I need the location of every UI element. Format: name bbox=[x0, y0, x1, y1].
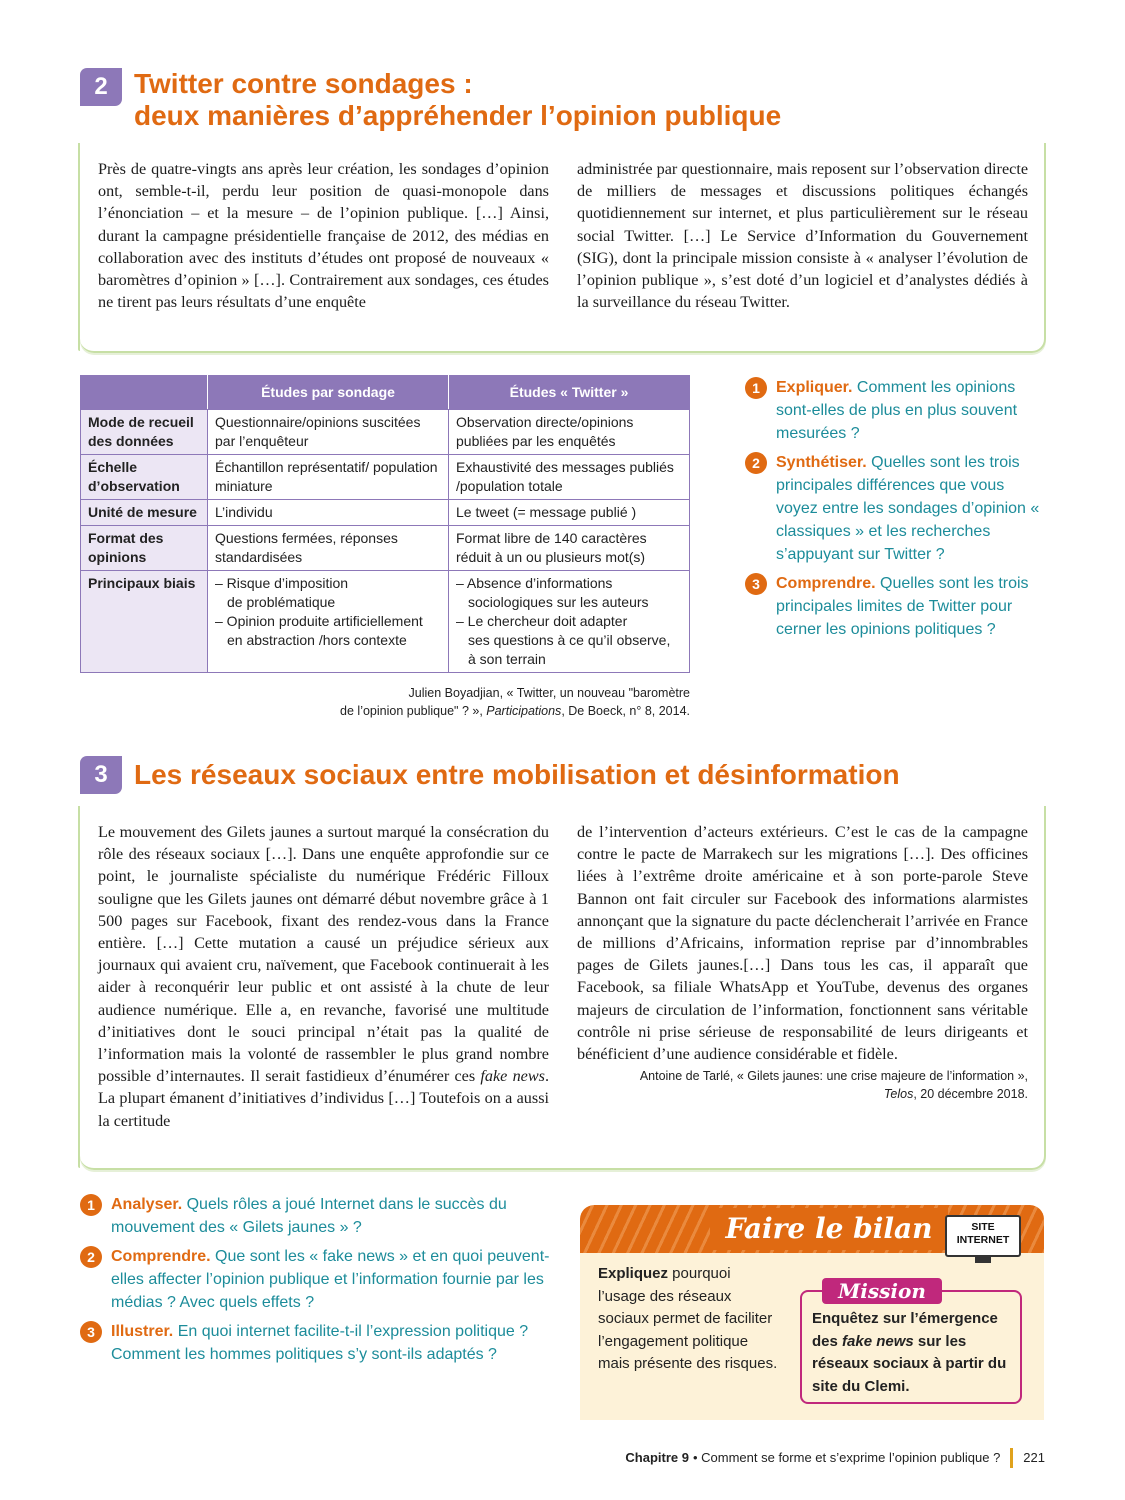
question-text bbox=[111, 1320, 550, 1366]
question-label: Comprendre. bbox=[776, 575, 876, 592]
question-item bbox=[80, 1245, 550, 1314]
question-label: Comprendre. bbox=[111, 1248, 211, 1265]
bias-line: – Le chercheur doit adapter bbox=[456, 613, 628, 629]
section-2-text bbox=[98, 158, 1028, 313]
section-3-col1-b: . La plupart émanent d’initiatives d’individus […] Toutefois on a aussi la certitude bbox=[98, 1067, 550, 1130]
question-body: Comment les opinions sont-elles de plus en plus souvent mesurées ? bbox=[776, 379, 1018, 442]
question-body: Quels rôles a joué Internet dans le succès du mouvement des « Gilets jaunes » ? bbox=[111, 1196, 507, 1236]
bias-line: à son terrain bbox=[468, 651, 546, 667]
source-2-journal: Participations bbox=[486, 704, 562, 718]
question-label: Synthétiser. bbox=[776, 454, 867, 471]
question-label: Expliquer. bbox=[776, 379, 853, 396]
bias-line: de problématique bbox=[227, 594, 336, 610]
source-3 bbox=[577, 1067, 1028, 1103]
question-body: Quelles sont les trois principales différences que vous voyez entre les sondages d’opinion « classiques » et les recherches s’appuyant sur Twitter ? bbox=[776, 454, 1040, 563]
question-number: 2 bbox=[80, 1246, 102, 1268]
question-number: 3 bbox=[80, 1321, 102, 1343]
bilan-title: Faire le bilan bbox=[710, 1208, 948, 1250]
source-2-post: , De Boeck, n° 8, 2014. bbox=[561, 704, 690, 718]
questions-section-2 bbox=[745, 376, 1050, 647]
cell: Questionnaire/opinions suscitées par l’enquêteur bbox=[208, 410, 449, 455]
bias-line: – Risque d’imposition bbox=[215, 575, 349, 591]
comparison-table bbox=[80, 375, 690, 673]
mission-post: sur les réseaux sociaux à partir du site du Clemi. bbox=[812, 1332, 1007, 1395]
mission-em: fake news bbox=[842, 1332, 914, 1350]
table-row bbox=[81, 410, 690, 455]
cell: Échantillon représentatif/ population miniature bbox=[208, 455, 449, 500]
table-header-empty bbox=[81, 376, 208, 410]
cell bbox=[208, 571, 449, 673]
question-item bbox=[745, 451, 1050, 566]
site-internet-icon bbox=[945, 1215, 1021, 1257]
site-line1: SITE bbox=[971, 1221, 995, 1233]
cell: Exhaustivité des messages publiés /population totale bbox=[449, 455, 690, 500]
table-row bbox=[81, 526, 690, 571]
section-2-header bbox=[80, 68, 781, 132]
section-3-col1 bbox=[98, 821, 549, 1132]
bias-line: – Absence d’informations bbox=[456, 575, 613, 591]
table-header-twitter: Études « Twitter » bbox=[449, 376, 690, 410]
section-3-text bbox=[98, 821, 1028, 1132]
bias-line: en abstraction /hors contexte bbox=[227, 632, 407, 648]
question-number: 3 bbox=[745, 573, 767, 595]
question-item bbox=[745, 572, 1050, 641]
questions-section-3 bbox=[80, 1193, 550, 1372]
question-text bbox=[776, 376, 1050, 445]
section-3-col2-text: de l’intervention d’acteurs extérieurs. C’est le cas de la campagne contre le pacte de Marrakech sur les migrations […]. Des officines liées à l’extrême droite américaine et à son porte-parole Steve Bannon ont fait circuler sur Facebook des informations alarmistes annonçant que la signature du pacte déclencherait l’arrivée en France de millions d’Africains, information reprise par d’innombrables pages de Gilets jaunes.[…] Dans tous les cas, il apparaît que Facebook, sa filiale WhatsApp et YouTube, devenus des organes majeurs de circulation de l’information, fonctionnent sans véritable contrôle ni prise sérieuse de responsabilité de leurs dirigeants et bénéficient d’une audience considérable et fidèle. bbox=[577, 823, 1028, 1064]
source-2-line1: Julien Boyadjian, « Twitter, un nouveau "baromètre bbox=[408, 686, 690, 700]
section-3-header bbox=[80, 756, 900, 794]
question-text bbox=[776, 451, 1050, 566]
question-number: 1 bbox=[745, 377, 767, 399]
site-line2: INTERNET bbox=[956, 1234, 1010, 1246]
mission-tag: Mission bbox=[822, 1278, 942, 1304]
bilan-text-rest: pourquoi l’usage des réseaux sociaux permet de faciliter l’engagement politique mais présente des risques. bbox=[598, 1265, 778, 1372]
question-body: Que sont les « fake news » et en quoi peuvent-elles affecter l’opinion publique et l’information fournie par les médias ? Avec quels effets ? bbox=[111, 1248, 550, 1311]
table-header-row bbox=[81, 376, 690, 410]
section-2-title bbox=[134, 68, 781, 132]
mission-box bbox=[800, 1279, 1022, 1404]
mission-pre: Enquêtez sur l’émergence des bbox=[812, 1310, 998, 1350]
source-3-line2 bbox=[577, 1085, 1028, 1103]
table-row bbox=[81, 571, 690, 673]
question-label: Illustrer. bbox=[111, 1323, 174, 1340]
row-label: Format des opinions bbox=[81, 526, 208, 571]
cell: Questions fermées, réponses standardisées bbox=[208, 526, 449, 571]
question-number: 2 bbox=[745, 452, 767, 474]
question-text bbox=[111, 1193, 550, 1239]
question-item bbox=[80, 1320, 550, 1366]
cell: L’individu bbox=[208, 500, 449, 526]
section-2-title-line2: deux manières d’appréhender l’opinion publique bbox=[134, 100, 782, 131]
source-2-pre: de l’opinion publique" ? », bbox=[340, 704, 487, 718]
question-item bbox=[745, 376, 1050, 445]
section-3-col1-a: Le mouvement des Gilets jaunes a surtout marqué la consécration du rôle des réseaux sociaux […]. Dans une enquête approfondie sur ce point, le journaliste spécialiste du numérique Frédéric Filloux souligne que les Gilets jaunes ont démarré début novembre grâce à 1 500 pages sur Facebook, fixant des rendez-vous dans la France entière. […] Cette mutation a causé un préjudice sérieux aux journaux qui avaient cru, naïvement, que Facebook continuerait à les aider à reconquérir leur public et ont assisté à la chute de leur audience numérique. Elle a, en revanche, favorisé une multitude d’initiatives dont le souci principal n’était pas la qualité de l’information mais la volonté de rassembler le plus grand nombre possible d’internautes. Il serait fastidieux d’énumérer ces bbox=[98, 823, 549, 1086]
source-3-line1: Antoine de Tarlé, « Gilets jaunes: une crise majeure de l’information », bbox=[639, 1069, 1028, 1084]
bias-line: ses questions à ce qu’il observe, bbox=[468, 632, 671, 648]
table-row bbox=[81, 455, 690, 500]
bias-line: – Opinion produite artificiellement bbox=[215, 613, 423, 629]
source-3-journal: Telos bbox=[883, 1087, 914, 1102]
question-label: Analyser. bbox=[111, 1196, 183, 1213]
source-2 bbox=[300, 684, 690, 720]
section-3-title: Les réseaux sociaux entre mobilisation et désinformation bbox=[134, 759, 900, 790]
question-item bbox=[80, 1193, 550, 1239]
mission-text bbox=[812, 1308, 1017, 1398]
section-2-title-line1: Twitter contre sondages : bbox=[134, 68, 473, 99]
table-row bbox=[81, 500, 690, 526]
bilan-text-bold: Expliquez bbox=[598, 1265, 669, 1282]
section-2-number: 2 bbox=[80, 68, 122, 106]
bias-line: sociologiques sur les auteurs bbox=[468, 594, 649, 610]
bilan-text bbox=[598, 1263, 778, 1376]
row-label: Unité de mesure bbox=[81, 500, 208, 526]
cell: Le tweet (= message publié ) bbox=[449, 500, 690, 526]
page-footer bbox=[625, 1448, 1045, 1468]
row-label: Échelle d’observation bbox=[81, 455, 208, 500]
source-3-post: , 20 décembre 2018. bbox=[913, 1087, 1028, 1102]
source-2-line2 bbox=[300, 702, 690, 720]
section-3-col2 bbox=[577, 821, 1028, 1132]
cell bbox=[449, 571, 690, 673]
cell: Format libre de 140 caractères réduit à un ou plusieurs mot(s) bbox=[449, 526, 690, 571]
section-3-col1-em: fake news bbox=[480, 1067, 545, 1086]
footer-chapter: Chapitre 9 bbox=[625, 1450, 689, 1465]
question-body: En quoi internet facilite-t-il l’expression politique ? Comment les hommes politiques s’y sont-ils adaptés ? bbox=[111, 1323, 529, 1363]
table-header-sondage: Études par sondage bbox=[208, 376, 449, 410]
question-text bbox=[776, 572, 1050, 641]
page-number: 221 bbox=[1023, 1450, 1045, 1465]
footer-text: • Comment se forme et s’exprime l’opinion publique ? bbox=[692, 1450, 1001, 1465]
footer-divider bbox=[1010, 1448, 1013, 1468]
row-label: Mode de recueil des données bbox=[81, 410, 208, 455]
section-2-col2: administrée par questionnaire, mais reposent sur l’observation directe de milliers de messages et discussions politiques échangés quotidiennement sur internet, et plus particulièrement sur le réseau social Twitter. […] Le Service d’Information du Gouvernement (SIG), dont la principale mission consiste à « analyser l’évolution de l’opinion publique », s’est doté d’un logiciel et d’analystes dédiés à la surveillance du réseau Twitter. bbox=[577, 160, 1028, 312]
section-2-col1: Près de quatre-vingts ans après leur création, les sondages d’opinion ont, semble-t-il, perdu leur position de quasi-monopole dans l’énonciation – et la mesure – de l’opinion publique. […] Ainsi, durant la campagne présidentielle française de 2012, des médias en collaboration avec des instituts d’études ont proposé de nouveaux « baromètres d’opinion » […]. Contrairement aux sondages, ces études ne tirent pas leurs résultats d’une enquête bbox=[98, 160, 549, 312]
section-3-number: 3 bbox=[80, 756, 122, 794]
question-text bbox=[111, 1245, 550, 1314]
question-body: Quelles sont les trois principales limites de Twitter pour cerner les opinions politiques ? bbox=[776, 575, 1029, 638]
cell: Observation directe/opinions publiées par les enquêtés bbox=[449, 410, 690, 455]
question-number: 1 bbox=[80, 1194, 102, 1216]
row-label: Principaux biais bbox=[81, 571, 208, 673]
